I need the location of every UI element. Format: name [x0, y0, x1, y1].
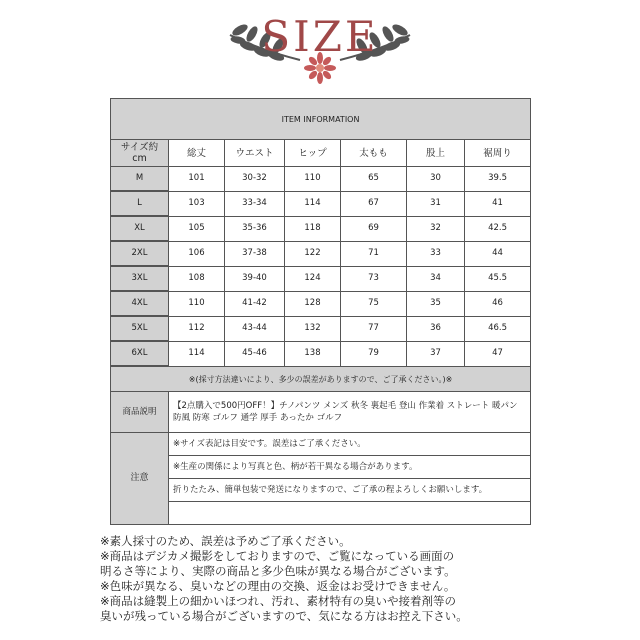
value-cell: 31: [407, 191, 465, 216]
table-row: [111, 341, 531, 366]
column-header: ウエスト: [225, 140, 285, 167]
caution-item: ※生産の関係により写真と色、柄が若干異なる場合があります。: [169, 456, 531, 479]
value-cell: 118: [285, 216, 341, 241]
value-cell: 67: [341, 191, 407, 216]
note-line: 明るさ等により、実際の商品と多少色味が異なる場合がございます。: [100, 564, 456, 578]
size-cell: 4XL: [111, 291, 169, 316]
value-cell: 39-40: [225, 266, 285, 291]
size-table: [110, 98, 531, 525]
value-cell: 33-34: [225, 191, 285, 216]
column-header-row: [111, 140, 531, 167]
size-cell: L: [111, 191, 169, 216]
size-column-header: [111, 140, 169, 167]
note-line: ※商品は縫製上の細かいほつれ、汚れ、素材特有の臭いや接着剤等の: [100, 594, 457, 608]
table-row: [111, 316, 531, 341]
size-cell: M: [111, 167, 169, 192]
size-cell: 2XL: [111, 241, 169, 266]
value-cell: 46: [465, 291, 531, 316]
value-cell: 41: [465, 191, 531, 216]
table-row: [111, 216, 531, 241]
size-cell: 3XL: [111, 266, 169, 291]
measure-note: ※(採寸方法違いにより、多少の誤差がありますので、ご了承ください。)※: [111, 366, 531, 392]
caution-item: [169, 502, 531, 525]
value-cell: 35-36: [225, 216, 285, 241]
value-cell: 32: [407, 216, 465, 241]
value-cell: 45-46: [225, 341, 285, 366]
size-cell: 6XL: [111, 341, 169, 366]
note-line: ※商品はデジカメ撮影をしておりますので、ご覧になっている画面の: [100, 549, 455, 563]
table-row: [111, 291, 531, 316]
caution-item: 折りたたみ、簡単包装で発送になりますので、ご了承の程よろしくお願いします。: [169, 479, 531, 502]
caution-item: ※サイズ表記は目安です。誤差はご了承ください。: [169, 433, 531, 456]
value-cell: 101: [169, 167, 225, 192]
value-cell: 34: [407, 266, 465, 291]
value-cell: 45.5: [465, 266, 531, 291]
value-cell: 41-42: [225, 291, 285, 316]
table-row: [111, 266, 531, 291]
table-row: [111, 241, 531, 266]
value-cell: 30-32: [225, 167, 285, 192]
value-cell: 47: [465, 341, 531, 366]
value-cell: 114: [169, 341, 225, 366]
value-cell: 44: [465, 241, 531, 266]
table-caption: ITEM INFORMATION: [111, 99, 531, 140]
value-cell: 105: [169, 216, 225, 241]
value-cell: 106: [169, 241, 225, 266]
value-cell: 37: [407, 341, 465, 366]
value-cell: 124: [285, 266, 341, 291]
size-title: SIZE: [261, 12, 379, 61]
value-cell: 65: [341, 167, 407, 192]
value-cell: 69: [341, 216, 407, 241]
product-label: 商品説明: [111, 392, 169, 433]
value-cell: 35: [407, 291, 465, 316]
table-row: [111, 191, 531, 216]
value-cell: 37-38: [225, 241, 285, 266]
note-line: ※素人採寸のため、誤差は予めご了承ください。: [100, 534, 351, 548]
column-header: ヒップ: [285, 140, 341, 167]
note-line: 臭いが残っている場合がございますので、気になる方はお控え下さい。: [100, 609, 468, 623]
column-header: 太もも: [341, 140, 407, 167]
value-cell: 103: [169, 191, 225, 216]
value-cell: 122: [285, 241, 341, 266]
value-cell: 71: [341, 241, 407, 266]
size-cell: XL: [111, 216, 169, 241]
value-cell: 110: [169, 291, 225, 316]
value-cell: 39.5: [465, 167, 531, 192]
product-description: 【2点購入で500円OFF！】チノパンツ メンズ 秋冬 裏起毛 登山 作業着 ストレート 暖パン 防風 防寒 ゴルフ 通学 厚手 あったか ゴルフ: [169, 392, 531, 433]
column-header: 股上: [407, 140, 465, 167]
bottom-notes: [100, 534, 540, 624]
value-cell: 75: [341, 291, 407, 316]
caution-label: 注意: [111, 433, 169, 525]
size-cell: 5XL: [111, 316, 169, 341]
value-cell: 73: [341, 266, 407, 291]
value-cell: 77: [341, 316, 407, 341]
value-cell: 114: [285, 191, 341, 216]
value-cell: 112: [169, 316, 225, 341]
header: [0, 0, 640, 90]
value-cell: 132: [285, 316, 341, 341]
value-cell: 42.5: [465, 216, 531, 241]
value-cell: 110: [285, 167, 341, 192]
value-cell: 46.5: [465, 316, 531, 341]
value-cell: 30: [407, 167, 465, 192]
note-line: ※色味が異なる、臭いなどの理由の交換、返金はお受けできません。: [100, 579, 456, 593]
column-header: 裾周り: [465, 140, 531, 167]
table-row: [111, 167, 531, 192]
value-cell: 79: [341, 341, 407, 366]
column-header: 総丈: [169, 140, 225, 167]
value-cell: 128: [285, 291, 341, 316]
value-cell: 108: [169, 266, 225, 291]
value-cell: 138: [285, 341, 341, 366]
value-cell: 43-44: [225, 316, 285, 341]
size-header-label: サイズ約: [120, 142, 159, 153]
size-header-unit: cm: [132, 153, 147, 164]
size-rows: [111, 167, 531, 367]
value-cell: 36: [407, 316, 465, 341]
value-cell: 33: [407, 241, 465, 266]
